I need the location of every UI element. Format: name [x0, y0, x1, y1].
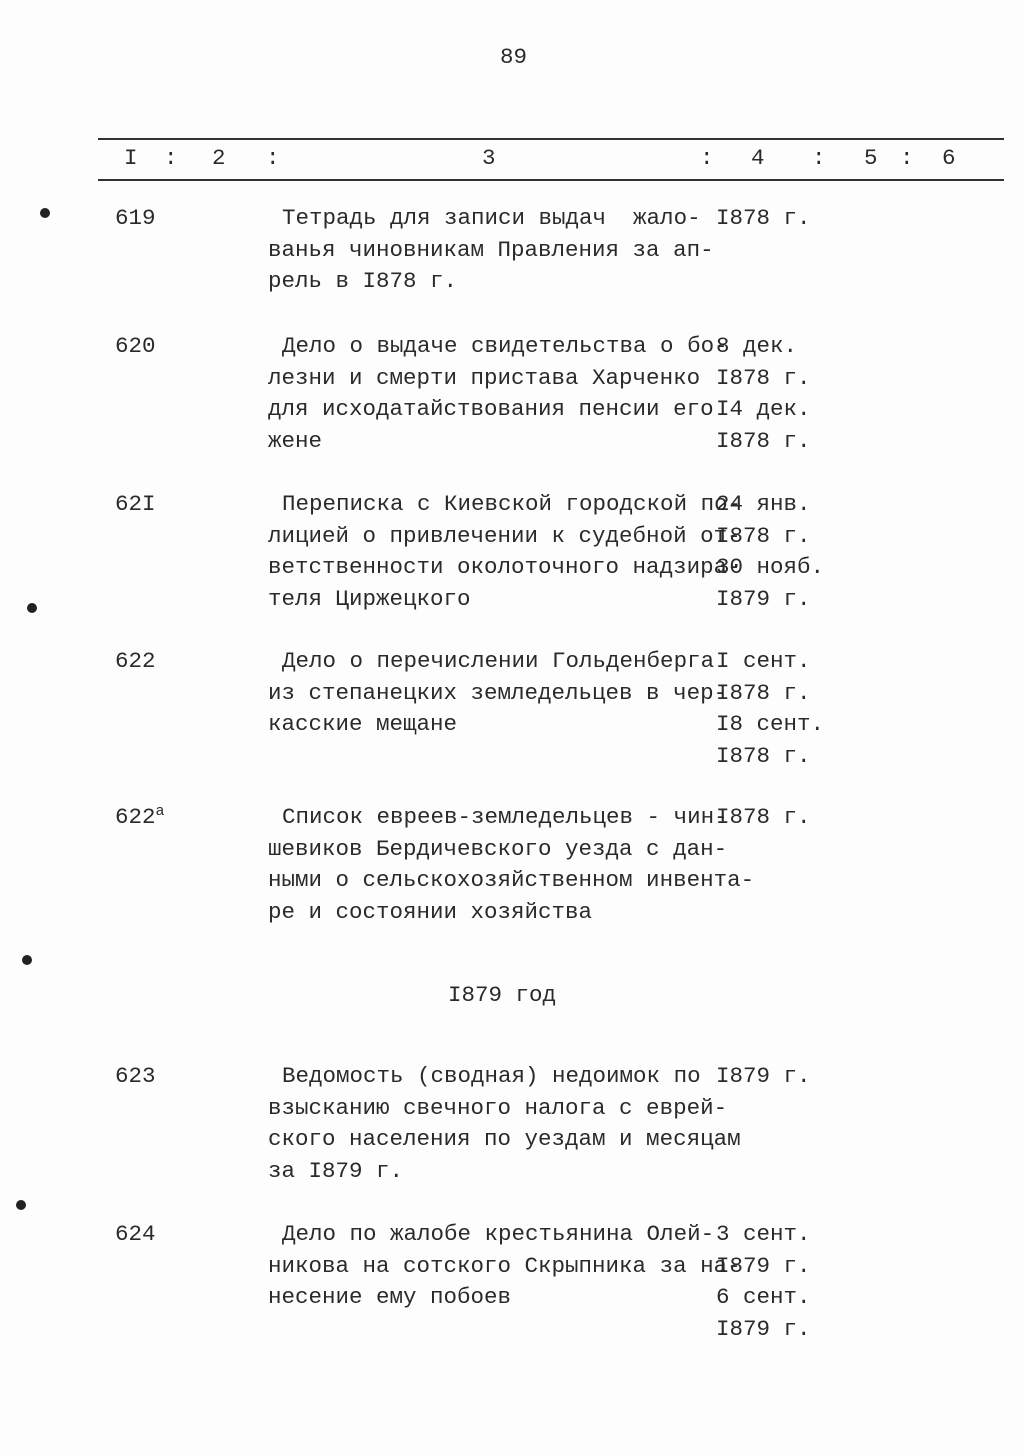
date-line: I878 г.: [716, 205, 811, 231]
header-top-rule: [98, 138, 1004, 140]
description-line: теля Циржецкого: [268, 585, 471, 612]
punch-hole-mark: [40, 208, 50, 218]
date-line: 30 нояб.: [716, 554, 825, 580]
date-line: I878 г.: [716, 364, 811, 391]
col-separator: :: [266, 145, 280, 171]
description-line: Ведомость (сводная) недоимок по: [282, 1063, 701, 1089]
description-line: несение ему побоев: [268, 1284, 512, 1310]
description-line: из степанецких земледельцев в чер-: [268, 679, 728, 706]
entry-number-text: 624: [115, 1221, 156, 1247]
entry-dates: [716, 331, 811, 457]
description-line: рель в I878 г.: [268, 268, 458, 294]
description-line: ре и состоянии хозяйства: [268, 898, 593, 925]
col-separator: :: [164, 145, 178, 171]
date-line: 8 дек.: [716, 333, 798, 359]
entry-dates: [716, 203, 811, 235]
description-line: Дело по жалобе крестьянина Олей-: [282, 1221, 715, 1247]
date-line: I879 г.: [716, 585, 811, 612]
entry-dates: [716, 1061, 811, 1093]
col-header-3: 3: [482, 145, 496, 171]
col-separator: :: [700, 145, 714, 171]
description-line: лицией о привлечении к судебной от-: [268, 522, 741, 549]
section-heading: I879 год: [448, 982, 557, 1008]
date-line: I879 г.: [716, 1315, 811, 1342]
description-line: взысканию свечного налога с еврей-: [268, 1094, 728, 1121]
entry-number: [115, 203, 156, 235]
date-line: 3 сент.: [716, 1221, 811, 1247]
description-line: жене: [268, 427, 323, 454]
date-line: I878 г.: [716, 427, 811, 454]
description-line: Переписка с Киевской городской по-: [282, 491, 742, 517]
entry-number-text: 622: [115, 804, 156, 830]
description-line: ванья чиновникам Правления за ап-: [268, 236, 714, 263]
col-separator: :: [900, 145, 914, 171]
entry-number-text: 620: [115, 333, 156, 359]
col-header-2: 2: [212, 145, 226, 171]
date-line: I сент.: [716, 648, 811, 674]
entry-number: [115, 1219, 156, 1251]
date-line: I879 г.: [716, 1252, 811, 1279]
description-line: Дело о перечислении Гольденберга: [282, 648, 715, 674]
description-line: ского населения по уездам и месяцам: [268, 1126, 741, 1152]
date-line: I878 г.: [716, 522, 811, 549]
description-line: Список евреев-земледельцев - чин-: [282, 804, 728, 830]
date-line: 6 сент.: [716, 1284, 811, 1310]
entry-description: [268, 646, 727, 741]
date-line: I878 г.: [716, 804, 811, 830]
entry-dates: [716, 489, 824, 615]
entry-number-text: 623: [115, 1063, 156, 1089]
description-line: ными о сельскохозяйственном инвента-: [268, 867, 755, 893]
entry-dates: [716, 1219, 811, 1345]
description-line: для исходатайствования пенсии его: [268, 396, 714, 422]
entry-dates: [716, 646, 824, 772]
entry-description: [268, 331, 728, 457]
punch-hole-mark: [16, 1200, 26, 1210]
entry-number: [115, 331, 156, 363]
entry-number: [115, 1061, 156, 1093]
page-number: 89: [500, 44, 528, 70]
col-header-6: 6: [942, 145, 956, 171]
entry-description: [268, 1061, 741, 1187]
entry-number-text: 622: [115, 648, 156, 674]
entry-number-text: 62I: [115, 491, 156, 517]
entry-description: [268, 203, 714, 298]
entry-dates: [716, 802, 811, 834]
description-line: Дело о выдаче свидетельства о бо-: [282, 333, 728, 359]
entry-description: [268, 802, 754, 928]
col-separator: :: [812, 145, 826, 171]
entry-number: [115, 646, 156, 678]
entry-number: [115, 802, 165, 834]
date-line: I878 г.: [716, 679, 811, 706]
entry-number-text: 619: [115, 205, 156, 231]
date-line: I4 дек.: [716, 396, 811, 422]
description-line: шевиков Бердичевского уезда с дан-: [268, 835, 728, 862]
description-line: никова на сотского Скрыпника за на-: [268, 1252, 741, 1279]
description-line: лезни и смерти пристава Харченко: [268, 364, 701, 391]
description-line: касские мещане: [268, 711, 458, 737]
description-line: за I879 г.: [268, 1157, 404, 1184]
date-line: I878 г.: [716, 742, 811, 769]
col-header-4: 4: [751, 145, 765, 171]
entry-description: [268, 489, 741, 615]
description-line: Тетрадь для записи выдач жало-: [282, 205, 701, 231]
date-line: 24 янв.: [716, 491, 811, 517]
punch-hole-mark: [22, 955, 32, 965]
entry-number-suffix: а: [155, 803, 165, 820]
description-line: ветственности околоточного надзира-: [268, 554, 741, 580]
entry-number: [115, 489, 156, 521]
entry-description: [268, 1219, 741, 1314]
col-header-1: I: [124, 145, 138, 171]
col-header-5: 5: [864, 145, 878, 171]
header-bottom-rule: [98, 179, 1004, 181]
date-line: I879 г.: [716, 1063, 811, 1089]
date-line: I8 сент.: [716, 711, 825, 737]
punch-hole-mark: [27, 603, 37, 613]
